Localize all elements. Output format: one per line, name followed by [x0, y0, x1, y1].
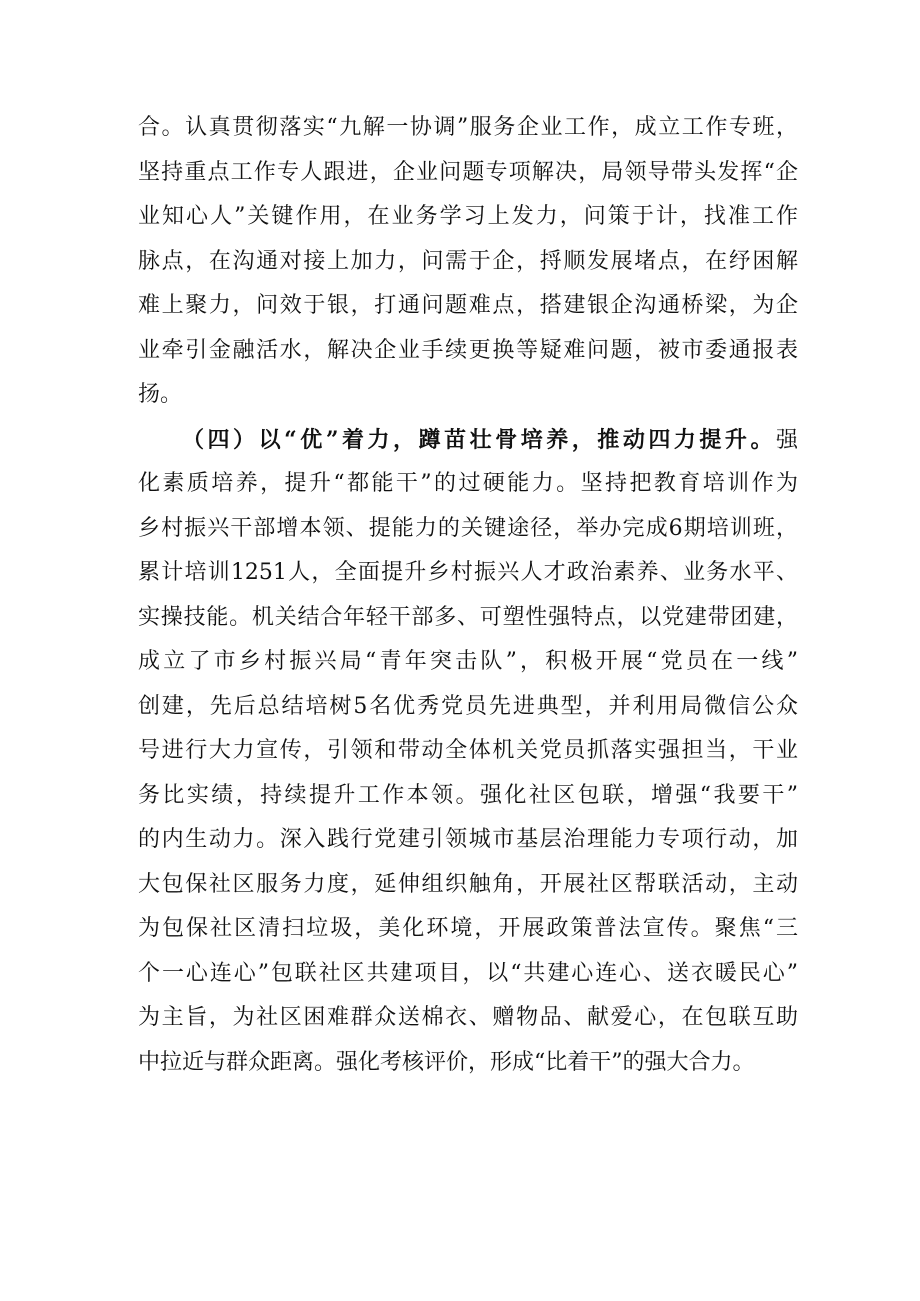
paragraph-2-line-5: 实操技能。机关结合年轻干部多、可塑性强特点，以党建带团建， [138, 604, 798, 630]
paragraph-1-line-6: 业牵引金融活水，解决企业手续更换等疑难问题，被市委通报表 [138, 337, 798, 363]
paragraph-2-line-2: 化素质培养，提升“都能干”的过硬能力。坚持把教育培训作为 [138, 471, 798, 496]
paragraph-2-line-1 [138, 418, 798, 463]
paragraph-1-line-4: 脉点，在沟通对接上加力，问需于企，捋顺发展堵点，在纾困解 [138, 248, 798, 274]
paragraph-2-line-15: 中拉近与群众距离。强化考核评价，形成“比着干”的强大合力。 [138, 1049, 755, 1075]
paragraph-2-line-8: 号进行大力宣传，引领和带动全体机关党员抓落实强担当，干业 [138, 738, 798, 763]
paragraph-1-line-2: 坚持重点工作专人跟进，企业问题专项解决，局领导带头发挥“企 [138, 159, 798, 185]
paragraph-2-line-12: 为包保社区清扫垃圾，美化环境，开展政策普法宣传。聚焦“三 [138, 916, 798, 941]
section-heading: （四）以“优”着力，蹲苗壮骨培养，推动四力提升。 [182, 426, 776, 453]
paragraph-1-line-1: 合。认真贯彻落实“九解一协调”服务企业工作，成立工作专班， [138, 115, 798, 140]
paragraph-2-line-4: 累计培训1251人，全面提升乡村振兴人才政治素养、业务水平、 [138, 560, 798, 585]
paragraph-1-line-3: 业知心人”关键作用，在业务学习上发力，问策于计，找准工作 [138, 204, 798, 229]
paragraph-2-line-9: 务比实绩，持续提升工作本领。强化社区包联，增强“我要干” [138, 782, 798, 808]
paragraph-2-line-13: 个一心连心”包联社区共建项目，以“共建心连心、送衣暖民心” [138, 960, 798, 986]
paragraph-2-line-7: 创建，先后总结培树5名优秀党员先进典型，并利用局微信公众 [138, 693, 798, 719]
paragraph-1-line-7: 扬。 [138, 382, 183, 407]
paragraph-2-line-6: 成立了市乡村振兴局“青年突击队”，积极开展“党员在一线” [138, 649, 798, 674]
paragraph-2-first-line-rest: 强 [775, 427, 798, 453]
paragraph-1-line-5: 难上聚力，问效于银，打通问题难点，搭建银企沟通桥梁，为企 [138, 293, 798, 318]
document-body [138, 106, 798, 1085]
paragraph-2-line-3: 乡村振兴干部增本领、提能力的关键途径，举办完成6期培训班， [138, 515, 798, 541]
paragraph-2-line-14: 为主旨，为社区困难群众送棉衣、赠物品、献爱心，在包联互助 [138, 1005, 798, 1030]
paragraph-2-line-11: 大包保社区服务力度，延伸组织触角，开展社区帮联活动，主动 [138, 871, 798, 897]
paragraph-2-line-10: 的内生动力。深入践行党建引领城市基层治理能力专项行动，加 [138, 827, 798, 852]
